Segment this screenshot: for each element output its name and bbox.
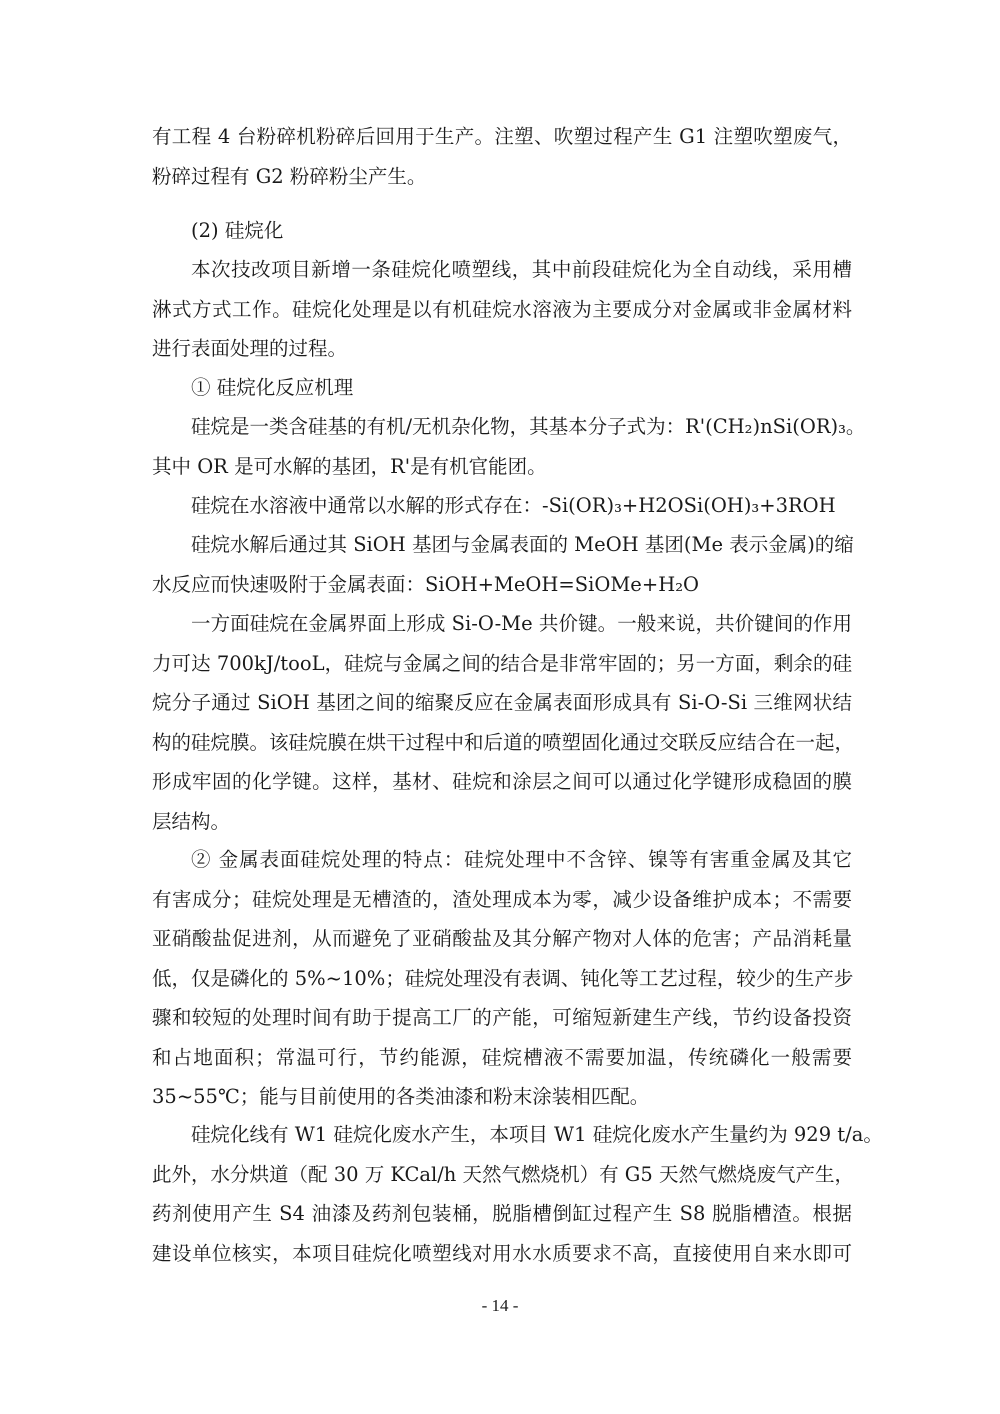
text-line: 低，仅是磷化的 5%~10%；硅烷处理没有表调、钝化等工艺过程，较少的生产步 <box>152 966 854 990</box>
text-line: 进行表面处理的过程。 <box>152 337 348 360</box>
paragraph-features <box>152 840 852 1117</box>
text-line: 硅烷在水溶液中通常以水解的形式存在：-Si(OR)₃+H2OSi(OH)₃+3ROH <box>191 494 836 517</box>
text-line: 建设单位核实，本项目硅烷化喷塑线对用水水质要求不高，直接使用自来水即可 <box>152 1241 852 1265</box>
text-line: 烷分子通过 SiOH 基团之间的缩聚反应在金属表面形成具有 Si-O-Si 三维网状结 <box>152 691 852 714</box>
text-line: 骤和较短的处理时间有助于提高工厂的产能，可缩短新建生产线，节约设备投资 <box>152 1006 852 1029</box>
text-line: ② 金属表面硅烷处理的特点：硅烷处理中不含锌、镍等有害重金属及其它 <box>191 848 852 871</box>
paragraph-wastewater <box>152 1115 883 1273</box>
text-line: 力可达 700kJ/tooL，硅烷与金属之间的结合是非常牢固的；另一方面，剩余的硅 <box>152 651 852 675</box>
page-number: - 14 - <box>481 1296 519 1315</box>
paragraph-silane-formula <box>152 407 866 486</box>
text-line: 35~55℃；能与目前使用的各类油漆和粉末涂装相匹配。 <box>152 1085 650 1108</box>
paragraph-covalent-bond <box>152 604 855 841</box>
paragraph-hydrolysis <box>152 486 852 526</box>
paragraph-adsorption <box>152 525 852 604</box>
text-line: 水反应而快速吸附于金属表面：SiOH+MeOH=SiOMe+H₂O <box>152 572 699 596</box>
text-line: 硅烷水解后通过其 SiOH 基团与金属表面的 MeOH 基团(Me 表示金属)的缩 <box>191 533 854 556</box>
text-line: 有害成分；硅烷处理是无槽渣的，渣处理成本为零，减少设备维护成本；不需要 <box>152 887 852 911</box>
paragraph-crusher <box>152 117 852 196</box>
text-line: 亚硝酸盐促进剂，从而避免了亚硝酸盐及其分解产物对人体的危害；产品消耗量 <box>152 927 852 950</box>
text-line: 粉碎过程有 G2 粉碎粉尘产生。 <box>152 164 427 188</box>
subsection-heading-mechanism: ① 硅烷化反应机理 <box>191 376 354 399</box>
paragraph-silanization-intro <box>152 250 852 369</box>
text-line: 硅烷化线有 W1 硅烷化废水产生，本项目 W1 硅烷化废水产生量约为 929 t/a。 <box>191 1123 883 1146</box>
text-line: 淋式方式工作。硅烷化处理是以有机硅烷水溶液为主要成分对金属或非金属材料 <box>152 297 852 321</box>
text-line: 和占地面积；常温可行，节约能源，硅烷槽液不需要加温，传统磷化一般需要 <box>152 1045 852 1069</box>
text-line: 形成牢固的化学键。这样，基材、硅烷和涂层之间可以通过化学键形成稳固的膜 <box>152 770 852 793</box>
text-line: 层结构。 <box>152 809 231 833</box>
text-line: 此外，水分烘道（配 30 万 KCal/h 天然气燃烧机）有 G5 天然气燃烧废气产生， <box>152 1162 854 1186</box>
text-line: 构的硅烷膜。该硅烷膜在烘干过程中和后道的喷塑固化通过交联反应结合在一起， <box>152 730 855 754</box>
text-line: 本次技改项目新增一条硅烷化喷塑线，其中前段硅烷化为全自动线，采用槽 <box>191 258 852 281</box>
text-line: 硅烷是一类含硅基的有机/无机杂化物，其基本分子式为：R'(CH₂)nSi(OR)₃。 <box>191 415 866 438</box>
text-line: 一方面硅烷在金属界面上形成 Si-O-Me 共价键。一般来说，共价键间的作用 <box>191 612 852 635</box>
text-line: 其中 OR 是可水解的基团，R'是有机官能团。 <box>152 454 547 478</box>
text-line: 有工程 4 台粉碎机粉碎后回用于生产。注塑、吹塑过程产生 G1 注塑吹塑废气， <box>152 125 852 148</box>
section-heading-silanization: (2) 硅烷化 <box>191 219 284 242</box>
text-line: 药剂使用产生 S4 油漆及药剂包装桶，脱脂槽倒缸过程产生 S8 脱脂槽渣。根据 <box>152 1202 852 1225</box>
